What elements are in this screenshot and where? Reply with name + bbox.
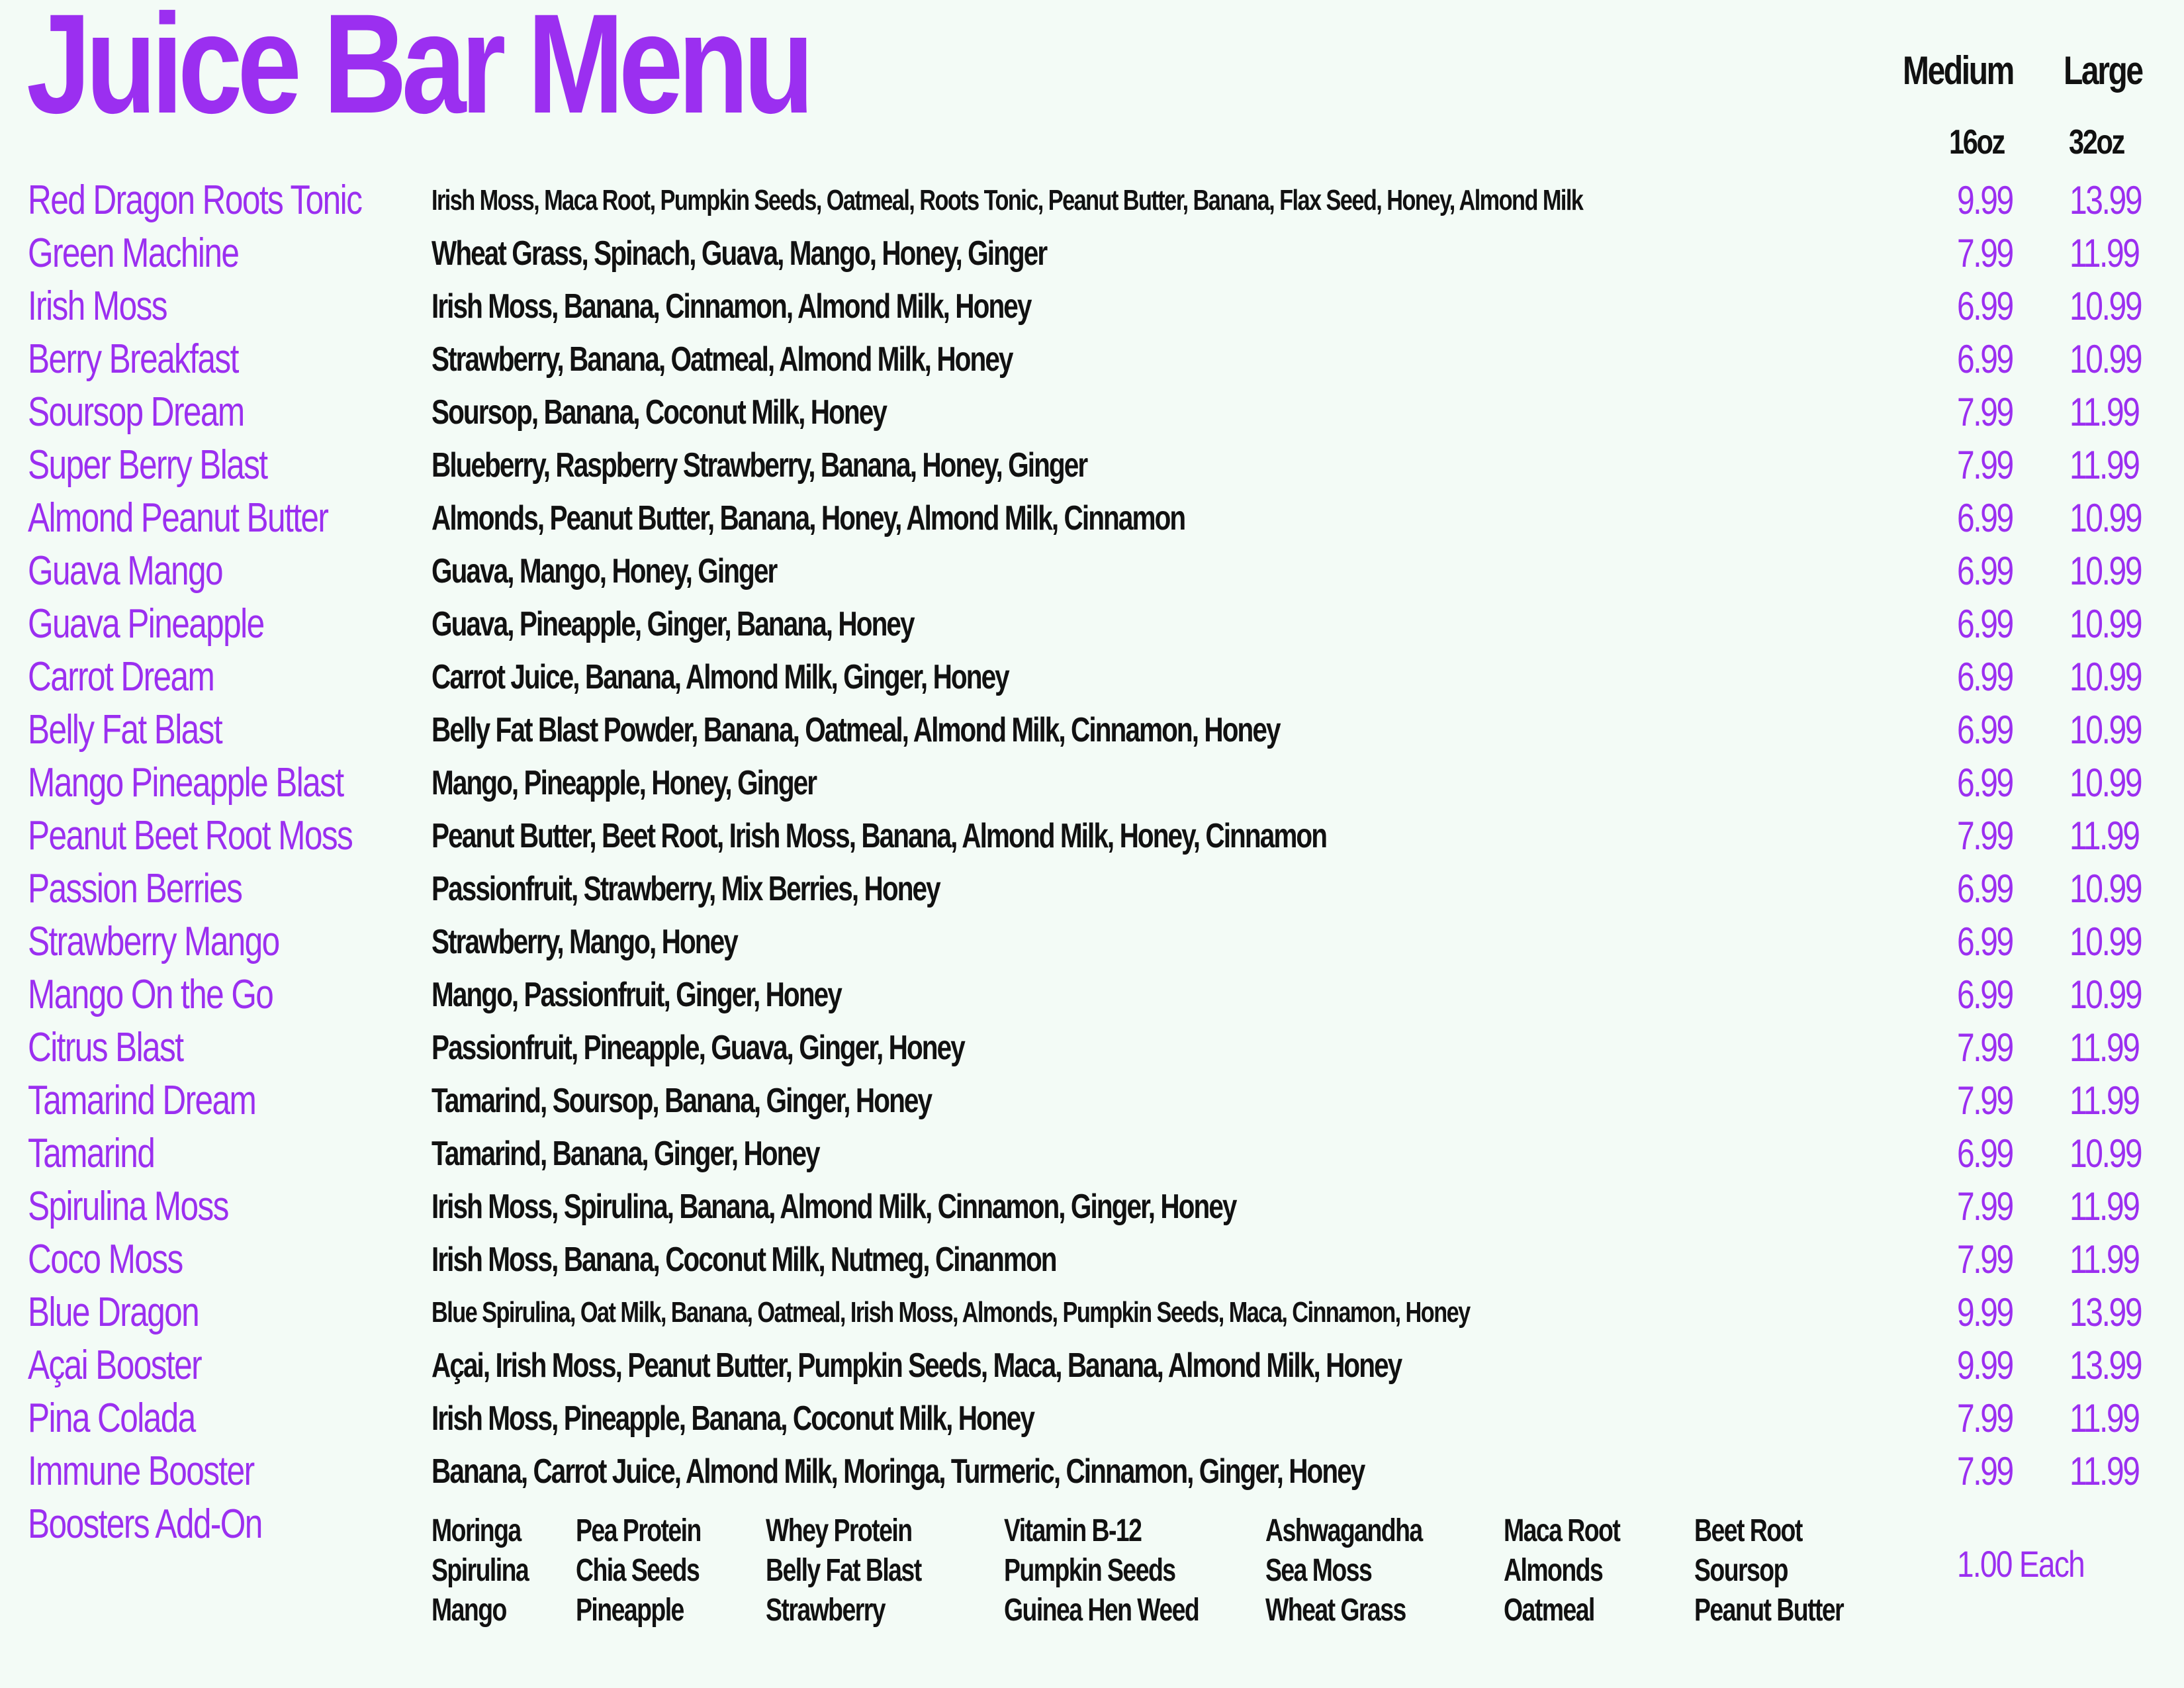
menu-item-price-medium: 6.99 [1957, 972, 2013, 1017]
menu-item-price-large: 10.99 [2070, 284, 2142, 328]
menu-item-ingredients: Mango, Passionfruit, Ginger, Honey [432, 976, 841, 1014]
menu-item-price-medium: 7.99 [1957, 814, 2013, 858]
menu-item-ingredients: Wheat Grass, Spinach, Guava, Mango, Honey, Ginger [432, 234, 1047, 273]
menu-list [28, 174, 2165, 1498]
menu-item-price-medium: 7.99 [1957, 1184, 2013, 1229]
menu-item-price-medium: 7.99 [1957, 1078, 2013, 1123]
menu-item-name: Strawberry Mango [28, 919, 279, 964]
menu-item-price-large: 10.99 [2070, 337, 2142, 381]
booster-item: Pea Protein [576, 1513, 701, 1548]
menu-item-price-large: 13.99 [2070, 1290, 2142, 1335]
menu-item-price-large: 13.99 [2070, 178, 2142, 222]
menu-item-price-medium: 6.99 [1957, 284, 2013, 328]
booster-item: Peanut Butter [1694, 1593, 1844, 1628]
menu-item-name: Mango On the Go [28, 972, 273, 1017]
menu-item-row [28, 1180, 2165, 1233]
boosters-section [28, 1498, 2165, 1630]
menu-item-price-large: 13.99 [2070, 1343, 2142, 1387]
menu-item-ingredients: Irish Moss, Banana, Coconut Milk, Nutmeg, Cinanmon [432, 1241, 1056, 1279]
menu-item-price-medium: 7.99 [1957, 443, 2013, 487]
booster-item: Whey Protein [766, 1513, 912, 1548]
menu-item-price-medium: 7.99 [1957, 1237, 2013, 1282]
menu-item-name: Tamarind Dream [28, 1078, 256, 1123]
menu-item-price-large: 11.99 [2070, 1184, 2139, 1229]
menu-item-name: Coco Moss [28, 1237, 183, 1282]
menu-item-price-medium: 6.99 [1957, 1131, 2013, 1176]
menu-item-price-large: 10.99 [2070, 496, 2142, 540]
booster-column [576, 1511, 736, 1630]
menu-item-row [28, 598, 2165, 651]
menu-item-price-medium: 7.99 [1957, 1449, 2013, 1493]
menu-item-row [28, 651, 2165, 704]
menu-item-row [28, 1286, 2165, 1339]
booster-column [1694, 1511, 1886, 1630]
booster-item: Belly Fat Blast [766, 1553, 921, 1588]
menu-item-row [28, 1074, 2165, 1127]
booster-item: Spirulina [432, 1553, 529, 1588]
menu-item-name: Guava Pineapple [28, 601, 264, 647]
menu-item-price-medium: 9.99 [1957, 1290, 2013, 1335]
menu-item-price-medium: 7.99 [1957, 231, 2013, 275]
menu-item-price-medium: 6.99 [1957, 337, 2013, 381]
menu-item-price-large: 10.99 [2070, 919, 2142, 964]
size-large-oz: 32oz [2069, 123, 2124, 162]
booster-item: Soursop [1694, 1553, 1788, 1588]
menu-item-row [28, 915, 2165, 968]
menu-item-ingredients: Passionfruit, Strawberry, Mix Berries, Honey [432, 870, 940, 908]
menu-item-row [28, 1127, 2165, 1180]
menu-item-name: Irish Moss [28, 283, 167, 329]
menu-item-ingredients: Blue Spirulina, Oat Milk, Banana, Oatmeal, Irish Moss, Almonds, Pumpkin Seeds, Maca, Cinnamon, Honey [432, 1296, 1470, 1329]
menu-item-row [28, 1233, 2165, 1286]
booster-item: Almonds [1504, 1553, 1603, 1588]
menu-item-name: Red Dragon Roots Tonic [28, 177, 362, 223]
menu-item-price-medium: 7.99 [1957, 390, 2013, 434]
menu-item-row [28, 174, 2165, 227]
menu-item-row [28, 333, 2165, 386]
booster-column [766, 1511, 965, 1630]
menu-item-row [28, 1339, 2165, 1392]
menu-item-price-medium: 7.99 [1957, 1025, 2013, 1070]
menu-item-ingredients: Mango, Pineapple, Honey, Ginger [432, 764, 817, 802]
size-large-label: Large [2064, 48, 2142, 93]
menu-item-price-large: 11.99 [2070, 814, 2139, 858]
menu-item-price-large: 11.99 [2070, 1237, 2139, 1282]
booster-column [1265, 1511, 1466, 1630]
booster-item: Vitamin B-12 [1004, 1513, 1142, 1548]
menu-item-name: Super Berry Blast [28, 442, 267, 488]
menu-item-name: Pina Colada [28, 1395, 195, 1441]
menu-item-price-large: 11.99 [2070, 1025, 2139, 1070]
menu-item-row [28, 863, 2165, 915]
menu-item-ingredients: Irish Moss, Spirulina, Banana, Almond Milk, Cinnamon, Ginger, Honey [432, 1188, 1236, 1226]
menu-item-price-large: 10.99 [2070, 655, 2142, 699]
menu-item-name: Spirulina Moss [28, 1184, 228, 1229]
booster-item: Wheat Grass [1265, 1593, 1406, 1628]
menu-item-row [28, 1445, 2165, 1498]
menu-item-price-large: 10.99 [2070, 867, 2142, 911]
size-medium-oz: 16oz [1949, 123, 2004, 162]
menu-item-name: Açai Booster [28, 1342, 202, 1388]
menu-item-ingredients: Açai, Irish Moss, Peanut Butter, Pumpkin Seeds, Maca, Banana, Almond Milk, Honey [432, 1346, 1402, 1385]
menu-item-ingredients: Strawberry, Banana, Oatmeal, Almond Milk, Honey [432, 340, 1013, 379]
menu-item-price-large: 10.99 [2070, 761, 2142, 805]
menu-item-ingredients: Tamarind, Soursop, Banana, Ginger, Honey [432, 1082, 932, 1120]
menu-item-row [28, 439, 2165, 492]
menu-item-ingredients: Blueberry, Raspberry Strawberry, Banana, Honey, Ginger [432, 446, 1087, 485]
menu-item-price-large: 11.99 [2070, 1449, 2139, 1493]
size-medium-label: Medium [1903, 48, 2013, 93]
booster-column [1004, 1511, 1253, 1630]
menu-item-price-medium: 6.99 [1957, 602, 2013, 646]
menu-item-price-medium: 9.99 [1957, 178, 2013, 222]
menu-item-row [28, 386, 2165, 439]
menu-item-ingredients: Banana, Carrot Juice, Almond Milk, Moringa, Turmeric, Cinnamon, Ginger, Honey [432, 1452, 1365, 1491]
booster-item: Chia Seeds [576, 1553, 700, 1588]
booster-item: Ashwagandha [1265, 1513, 1422, 1548]
menu-item-name: Immune Booster [28, 1448, 254, 1494]
menu-item-price-medium: 6.99 [1957, 867, 2013, 911]
menu-item-price-medium: 6.99 [1957, 655, 2013, 699]
menu-item-price-medium: 6.99 [1957, 549, 2013, 593]
booster-item: Beet Root [1694, 1513, 1802, 1548]
booster-item: Guinea Hen Weed [1004, 1593, 1199, 1628]
menu-item-name: Citrus Blast [28, 1025, 183, 1070]
menu-item-price-large: 10.99 [2070, 549, 2142, 593]
menu-item-ingredients: Soursop, Banana, Coconut Milk, Honey [432, 393, 886, 432]
menu-item-ingredients: Guava, Mango, Honey, Ginger [432, 552, 777, 590]
menu-item-name: Berry Breakfast [28, 336, 238, 382]
menu-item-ingredients: Belly Fat Blast Powder, Banana, Oatmeal, Almond Milk, Cinnamon, Honey [432, 711, 1280, 749]
boosters-title: Boosters Add-On [28, 1501, 262, 1547]
menu-item-price-large: 11.99 [2070, 443, 2139, 487]
booster-column [1504, 1511, 1653, 1630]
menu-item-ingredients: Tamarind, Banana, Ginger, Honey [432, 1135, 819, 1173]
menu-item-ingredients: Almonds, Peanut Butter, Banana, Honey, Almond Milk, Cinnamon [432, 499, 1185, 538]
menu-item-ingredients: Irish Moss, Maca Root, Pumpkin Seeds, Oatmeal, Roots Tonic, Peanut Butter, Banana, Flax Seed, Honey, Almond Milk [432, 184, 1583, 216]
menu-item-price-large: 10.99 [2070, 602, 2142, 646]
menu-item-name: Almond Peanut Butter [28, 495, 328, 541]
menu-item-price-large: 11.99 [2070, 1078, 2139, 1123]
menu-item-name: Carrot Dream [28, 654, 214, 700]
menu-item-name: Belly Fat Blast [28, 707, 222, 753]
menu-item-row [28, 227, 2165, 280]
menu-item-name: Passion Berries [28, 866, 242, 912]
booster-item: Maca Root [1504, 1513, 1620, 1548]
menu-item-row [28, 757, 2165, 810]
menu-item-price-medium: 6.99 [1957, 919, 2013, 964]
menu-item-row [28, 492, 2165, 545]
menu-item-price-medium: 7.99 [1957, 1396, 2013, 1440]
menu-item-price-large: 11.99 [2070, 1396, 2139, 1440]
menu-item-price-large: 11.99 [2070, 231, 2139, 275]
menu-item-ingredients: Carrot Juice, Banana, Almond Milk, Ginger, Honey [432, 658, 1009, 696]
menu-item-price-large: 11.99 [2070, 390, 2139, 434]
menu-item-name: Green Machine [28, 230, 239, 276]
menu-item-row [28, 968, 2165, 1021]
menu-item-row [28, 280, 2165, 333]
booster-item: Sea Moss [1265, 1553, 1372, 1588]
menu-item-name: Soursop Dream [28, 389, 244, 435]
menu-item-row [28, 810, 2165, 863]
booster-item: Moringa [432, 1513, 521, 1548]
menu-item-row [28, 1021, 2165, 1074]
menu-item-price-medium: 6.99 [1957, 761, 2013, 805]
menu-item-row [28, 545, 2165, 598]
menu-item-name: Peanut Beet Root Moss [28, 813, 353, 859]
booster-item: Pineapple [576, 1593, 684, 1628]
booster-item: Strawberry [766, 1593, 886, 1628]
menu-item-price-large: 10.99 [2070, 1131, 2142, 1176]
menu-item-row [28, 1392, 2165, 1445]
menu-item-price-medium: 6.99 [1957, 496, 2013, 540]
menu-item-ingredients: Passionfruit, Pineapple, Guava, Ginger, Honey [432, 1029, 964, 1067]
menu-item-name: Guava Mango [28, 548, 222, 594]
menu-item-row [28, 704, 2165, 757]
booster-item: Pumpkin Seeds [1004, 1553, 1175, 1588]
menu-item-price-large: 10.99 [2070, 972, 2142, 1017]
menu-item-price-large: 10.99 [2070, 708, 2142, 752]
menu-item-name: Blue Dragon [28, 1289, 199, 1335]
page-title: Juice Bar Menu [26, 0, 809, 143]
menu-item-price-medium: 9.99 [1957, 1343, 2013, 1387]
booster-column [432, 1511, 555, 1630]
menu-item-ingredients: Irish Moss, Banana, Cinnamon, Almond Milk, Honey [432, 287, 1031, 326]
menu-item-name: Mango Pineapple Blast [28, 760, 343, 806]
booster-item: Oatmeal [1504, 1593, 1594, 1628]
menu-item-ingredients: Strawberry, Mango, Honey [432, 923, 737, 961]
menu-item-price-medium: 6.99 [1957, 708, 2013, 752]
booster-item: Mango [432, 1593, 506, 1628]
boosters-price: 1.00 Each [1957, 1543, 2085, 1585]
menu-item-ingredients: Peanut Butter, Beet Root, Irish Moss, Banana, Almond Milk, Honey, Cinnamon [432, 817, 1327, 855]
menu-item-ingredients: Guava, Pineapple, Ginger, Banana, Honey [432, 605, 914, 643]
menu-item-ingredients: Irish Moss, Pineapple, Banana, Coconut Milk, Honey [432, 1399, 1034, 1438]
menu-item-name: Tamarind [28, 1131, 155, 1176]
